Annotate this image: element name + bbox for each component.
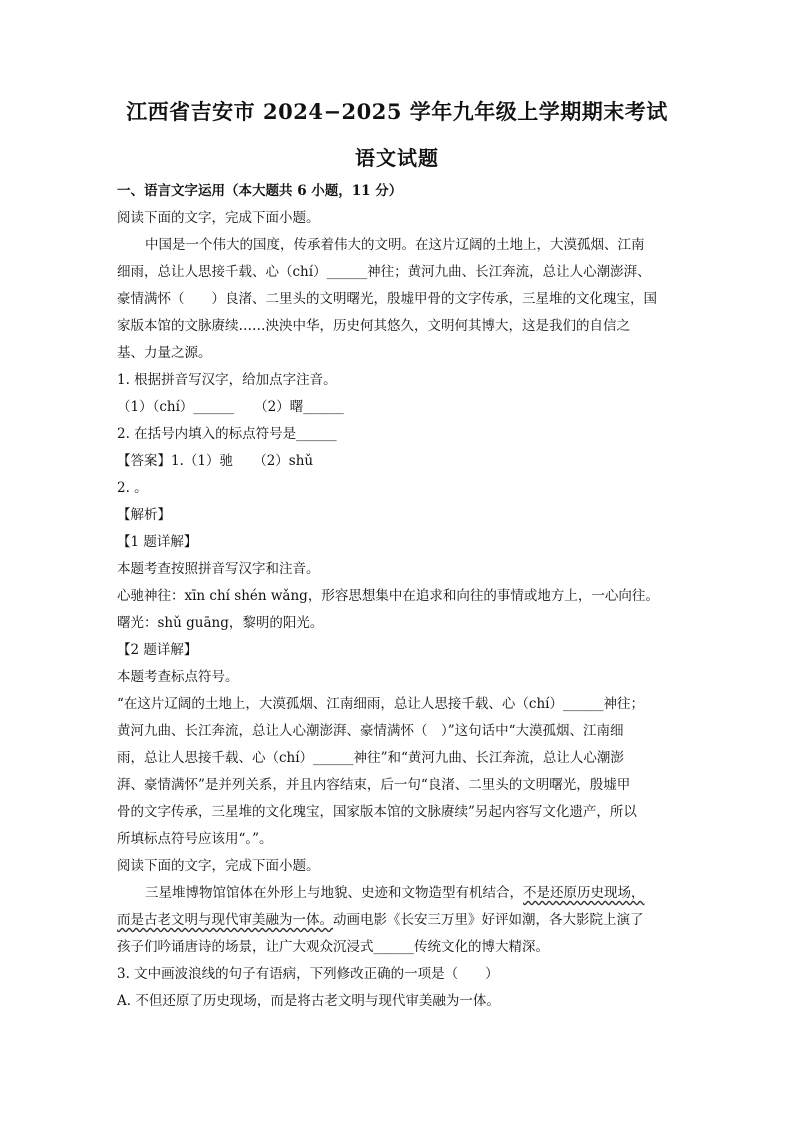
question-2: 2. 在括号内填入的标点符号是______: [117, 426, 337, 442]
question-1-blanks: （1）（chí）______ （2）曙______: [117, 399, 344, 415]
question-1: 1. 根据拼音写汉字，给加点字注音。: [117, 372, 337, 388]
passage-line: 中国是一个伟大的国度，传承着伟大的文明。在这片辽阔的土地上，大漠孤烟、江南: [145, 237, 645, 253]
wavy-underlined-sentence: 不是还原历史现场，: [523, 885, 645, 901]
analysis-line: 本题考查标点符号。: [117, 669, 239, 685]
analysis-line: “在这片辽阔的土地上，大漠孤烟、江南细雨，总让人思接千载、心（chí）______神往；: [117, 696, 644, 712]
answer-line: 【答案】1.（1）驰 （2）shǔ: [117, 453, 314, 469]
wavy-underlined-sentence: 而是古老文明与现代审美融为一体。: [117, 912, 333, 928]
exam-subtitle: 语文试题: [355, 146, 439, 170]
passage-line: 豪情满怀（ ）良渚、二里头的文明曙光，殷墟甲骨的文字传承，三星堆的文化瑰宝，国: [117, 291, 657, 307]
question-3: 3. 文中画波浪线的句子有语病，下列修改正确的一项是（ ）: [117, 966, 499, 982]
passage-line: [117, 907, 682, 934]
analysis-line: 所填标点符号应该用“。”。: [117, 831, 273, 847]
analysis-line: 骨的文字传承，三星堆的文化瑰宝，国家版本馆的文脉赓续”另起内容写文化遗产，所以: [117, 804, 637, 820]
exam-title: 江西省吉安市 2024−2025 学年九年级上学期期末考试: [126, 99, 668, 124]
document-body: [117, 178, 682, 1015]
passage-text: 动画电影《长安三万里》好评如潮，各大影院上演了: [333, 912, 644, 928]
question-3-option-a: A. 不但还原了历史现场，而是将古老文明与现代审美融为一体。: [117, 993, 500, 1009]
passage-text: 三星堆博物馆馆体在外形上与地貌、史迹和文物造型有机结合，: [145, 885, 523, 901]
analysis-line: 雨，总让人思接千载、心（chí）______神往”和“黄河九曲、长江奔流，总让人心潮澎: [117, 750, 624, 766]
reading-instruction: 阅读下面的文字，完成下面小题。: [117, 858, 320, 874]
analysis-line: 本题考查按照拼音写汉字和注音。: [117, 561, 320, 577]
passage-line: 细雨，总让人思接千载、心（chí）______神往；黄河九曲、长江奔流，总让人心潮澎湃、: [117, 264, 651, 280]
analysis-line: 心驰神往：xīn chí shén wǎng，形容思想集中在追求和向往的事情或地方上，一心向往。: [117, 588, 659, 604]
analysis-line: 湃、豪情满怀”是并列关系，并且内容结束，后一句“良渚、二里头的文明曙光，殷墟甲: [117, 777, 631, 793]
section-heading: 一、语言文字运用（本大题共 6 小题，11 分）: [117, 183, 403, 199]
passage-line: 家版本馆的文脉赓续……泱泱中华，历史何其悠久，文明何其博大，这是我们的自信之: [117, 318, 630, 334]
passage-line: 基、力量之源。: [117, 345, 212, 361]
reading-instruction: 阅读下面的文字，完成下面小题。: [117, 210, 320, 226]
analysis-heading: 【解析】: [117, 507, 171, 523]
analysis-line: 曙光：shǔ guāng，黎明的阳光。: [117, 615, 324, 631]
passage-line: [117, 880, 682, 907]
detail-heading: 【2 题详解】: [117, 642, 198, 658]
passage-line: 孩子们吟诵唐诗的场景，让广大观众沉浸式______传统文化的博大精深。: [117, 939, 549, 955]
detail-heading: 【1 题详解】: [117, 534, 198, 550]
analysis-line: 黄河九曲、长江奔流，总让人心潮澎湃、豪情满怀（ ）”这句话中“大漠孤烟、江南细: [117, 723, 624, 739]
answer-line: 2. 。: [117, 480, 148, 496]
